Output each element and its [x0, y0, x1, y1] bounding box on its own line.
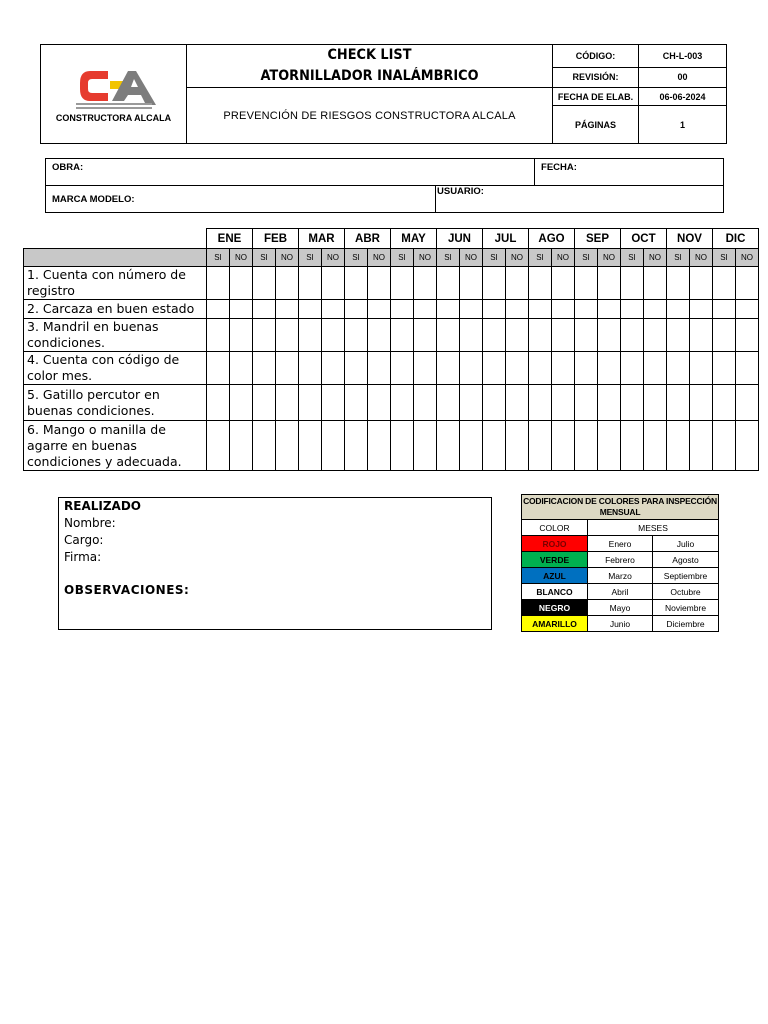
check-cell-si-ago[interactable] [529, 352, 552, 385]
check-cell-no-mar[interactable] [322, 267, 345, 300]
month-header-jun: JUN [437, 229, 483, 249]
legend-row [522, 600, 719, 616]
check-cell-si-abr[interactable] [345, 421, 368, 471]
legend-color-amarillo: AMARILLO [522, 616, 588, 632]
check-cell-si-abr[interactable] [345, 267, 368, 300]
check-cell-no-sep[interactable] [598, 319, 621, 352]
check-cell-no-mar[interactable] [322, 421, 345, 471]
check-cell-no-nov[interactable] [690, 352, 713, 385]
month-header-may: MAY [391, 229, 437, 249]
legend-month: Febrero [588, 552, 653, 568]
check-cell-no-mar[interactable] [322, 352, 345, 385]
legend-color-rojo: ROJO [522, 536, 588, 552]
check-cell-si-dic[interactable] [713, 267, 736, 300]
si-header-jun: SI [437, 249, 460, 267]
doc-title-line1: CHECK LIST [327, 47, 412, 63]
checklist-row [24, 267, 759, 300]
check-cell-si-nov[interactable] [667, 385, 690, 421]
month-header-ene: ENE [207, 229, 253, 249]
check-cell-no-abr[interactable] [368, 352, 391, 385]
checklist-item-label: 2. Carcaza en buen estado [24, 300, 207, 319]
check-cell-no-jun[interactable] [460, 421, 483, 471]
check-cell-si-oct[interactable] [621, 267, 644, 300]
check-cell-si-ene[interactable] [207, 352, 230, 385]
usuario-field[interactable]: USUARIO: [436, 186, 724, 213]
check-cell-si-jul[interactable] [483, 385, 506, 421]
si-header-nov: SI [667, 249, 690, 267]
check-cell-si-oct[interactable] [621, 385, 644, 421]
month-header-abr: ABR [345, 229, 391, 249]
legend-month: Abril [588, 584, 653, 600]
check-cell-si-sep[interactable] [575, 421, 598, 471]
check-cell-no-abr[interactable] [368, 300, 391, 319]
legend-row [522, 616, 719, 632]
check-cell-no-jul[interactable] [506, 319, 529, 352]
check-cell-no-oct[interactable] [644, 300, 667, 319]
no-header-ago: NO [552, 249, 575, 267]
logo-cell [41, 45, 187, 144]
si-header-dic: SI [713, 249, 736, 267]
check-cell-no-sep[interactable] [598, 300, 621, 319]
check-cell-si-ene[interactable] [207, 385, 230, 421]
check-cell-no-nov[interactable] [690, 319, 713, 352]
revision-value: 00 [639, 67, 727, 87]
check-cell-no-oct[interactable] [644, 267, 667, 300]
month-header-ago: AGO [529, 229, 575, 249]
check-cell-si-mar[interactable] [299, 421, 322, 471]
check-cell-no-ene[interactable] [230, 267, 253, 300]
check-cell-si-ago[interactable] [529, 385, 552, 421]
check-cell-si-dic[interactable] [713, 352, 736, 385]
check-cell-si-may[interactable] [391, 267, 414, 300]
legend-row [522, 568, 719, 584]
check-cell-no-feb[interactable] [276, 352, 299, 385]
check-cell-si-may[interactable] [391, 385, 414, 421]
check-cell-no-mar[interactable] [322, 385, 345, 421]
check-cell-si-sep[interactable] [575, 319, 598, 352]
check-cell-si-ene[interactable] [207, 267, 230, 300]
check-cell-no-nov[interactable] [690, 300, 713, 319]
check-cell-no-abr[interactable] [368, 267, 391, 300]
si-header-abr: SI [345, 249, 368, 267]
check-cell-si-feb[interactable] [253, 319, 276, 352]
color-legend [521, 494, 719, 632]
check-cell-si-may[interactable] [391, 300, 414, 319]
check-cell-si-abr[interactable] [345, 319, 368, 352]
check-cell-si-ago[interactable] [529, 319, 552, 352]
si-header-ago: SI [529, 249, 552, 267]
check-cell-no-jul[interactable] [506, 267, 529, 300]
si-header-ene: SI [207, 249, 230, 267]
check-cell-no-may[interactable] [414, 421, 437, 471]
firma-field[interactable]: Firma: [64, 550, 102, 564]
check-cell-si-nov[interactable] [667, 300, 690, 319]
no-header-oct: NO [644, 249, 667, 267]
check-cell-no-may[interactable] [414, 267, 437, 300]
check-cell-si-may[interactable] [391, 421, 414, 471]
legend-month: Enero [588, 536, 653, 552]
legend-title: CODIFICACION DE COLORES PARA INSPECCIÓN MENSUAL [522, 495, 719, 520]
check-cell-no-oct[interactable] [644, 385, 667, 421]
si-header-feb: SI [253, 249, 276, 267]
check-cell-no-may[interactable] [414, 300, 437, 319]
legend-row [522, 584, 719, 600]
check-cell-no-sep[interactable] [598, 421, 621, 471]
check-cell-no-jun[interactable] [460, 267, 483, 300]
check-cell-no-ago[interactable] [552, 352, 575, 385]
check-cell-si-ago[interactable] [529, 421, 552, 471]
no-header-jun: NO [460, 249, 483, 267]
check-cell-si-oct[interactable] [621, 352, 644, 385]
si-header-mar: SI [299, 249, 322, 267]
no-header-jul: NO [506, 249, 529, 267]
check-cell-no-ago[interactable] [552, 385, 575, 421]
check-cell-no-nov[interactable] [690, 421, 713, 471]
check-cell-si-dic[interactable] [713, 421, 736, 471]
check-cell-no-feb[interactable] [276, 267, 299, 300]
legend-month: Mayo [588, 600, 653, 616]
legend-month: Junio [588, 616, 653, 632]
checklist-row [24, 300, 759, 319]
paginas-value: 1 [639, 106, 727, 144]
check-cell-no-jul[interactable] [506, 385, 529, 421]
month-header-feb: FEB [253, 229, 299, 249]
check-cell-no-oct[interactable] [644, 352, 667, 385]
company-name: CONSTRUCTORA ALCALA [55, 113, 172, 123]
check-cell-no-nov[interactable] [690, 385, 713, 421]
obra-field[interactable]: OBRA: [46, 159, 535, 186]
check-cell-si-ago[interactable] [529, 300, 552, 319]
check-cell-si-jul[interactable] [483, 300, 506, 319]
fecha-field[interactable]: FECHA: [535, 159, 724, 186]
checklist-item-label: 3. Mandril en buenas condiciones. [24, 319, 207, 352]
check-cell-si-jul[interactable] [483, 319, 506, 352]
info-fields [45, 158, 724, 213]
check-cell-no-sep[interactable] [598, 267, 621, 300]
legend-row [522, 536, 719, 552]
marca-modelo-field[interactable]: MARCA MODELO: [46, 186, 436, 213]
check-cell-si-jun[interactable] [437, 319, 460, 352]
check-cell-no-nov[interactable] [690, 267, 713, 300]
check-cell-si-feb[interactable] [253, 421, 276, 471]
check-cell-no-oct[interactable] [644, 421, 667, 471]
si-header-sep: SI [575, 249, 598, 267]
check-cell-si-jul[interactable] [483, 421, 506, 471]
check-cell-si-oct[interactable] [621, 421, 644, 471]
check-cell-si-feb[interactable] [253, 385, 276, 421]
realizado-title: REALIZADO [64, 499, 141, 513]
check-cell-si-abr[interactable] [345, 385, 368, 421]
check-cell-si-feb[interactable] [253, 267, 276, 300]
check-cell-no-may[interactable] [414, 385, 437, 421]
check-cell-si-mar[interactable] [299, 267, 322, 300]
observaciones-label: OBSERVACIONES: [64, 583, 190, 597]
month-header-jul: JUL [483, 229, 529, 249]
check-cell-no-dic[interactable] [736, 300, 759, 319]
check-cell-no-ene[interactable] [230, 421, 253, 471]
no-header-dic: NO [736, 249, 759, 267]
company-logo-icon [68, 65, 160, 111]
check-cell-si-jun[interactable] [437, 352, 460, 385]
check-cell-si-feb[interactable] [253, 300, 276, 319]
check-cell-si-jul[interactable] [483, 267, 506, 300]
no-header-sep: NO [598, 249, 621, 267]
check-cell-no-jun[interactable] [460, 352, 483, 385]
check-cell-si-nov[interactable] [667, 319, 690, 352]
check-cell-si-may[interactable] [391, 352, 414, 385]
check-cell-si-ene[interactable] [207, 300, 230, 319]
checklist-row [24, 421, 759, 471]
title-cell [187, 45, 553, 88]
check-cell-no-jun[interactable] [460, 385, 483, 421]
no-header-abr: NO [368, 249, 391, 267]
item-header [24, 249, 207, 267]
check-cell-no-jun[interactable] [460, 300, 483, 319]
check-cell-no-feb[interactable] [276, 319, 299, 352]
check-cell-si-sep[interactable] [575, 352, 598, 385]
legend-color-verde: VERDE [522, 552, 588, 568]
check-cell-no-mar[interactable] [322, 300, 345, 319]
cargo-field[interactable]: Cargo: [64, 533, 104, 547]
legend-month: Agosto [653, 552, 719, 568]
check-cell-no-ene[interactable] [230, 319, 253, 352]
checklist-item-label: 1. Cuenta con número de registro [24, 267, 207, 300]
check-cell-si-feb[interactable] [253, 352, 276, 385]
check-cell-si-ene[interactable] [207, 319, 230, 352]
legend-month: Diciembre [653, 616, 719, 632]
check-cell-si-nov[interactable] [667, 421, 690, 471]
check-cell-no-jun[interactable] [460, 319, 483, 352]
realizado-box [58, 497, 492, 630]
check-cell-si-sep[interactable] [575, 300, 598, 319]
check-cell-no-may[interactable] [414, 352, 437, 385]
check-cell-no-ene[interactable] [230, 385, 253, 421]
nombre-field[interactable]: Nombre: [64, 516, 116, 530]
check-cell-no-jul[interactable] [506, 300, 529, 319]
check-cell-no-dic[interactable] [736, 267, 759, 300]
check-cell-si-jun[interactable] [437, 267, 460, 300]
legend-month: Julio [653, 536, 719, 552]
check-cell-no-ene[interactable] [230, 352, 253, 385]
company-logo [41, 65, 186, 123]
check-cell-no-feb[interactable] [276, 385, 299, 421]
check-cell-no-ago[interactable] [552, 319, 575, 352]
legend-month: Septiembre [653, 568, 719, 584]
check-cell-si-nov[interactable] [667, 267, 690, 300]
checklist-table [23, 228, 759, 471]
check-cell-si-abr[interactable] [345, 352, 368, 385]
check-cell-si-jun[interactable] [437, 300, 460, 319]
check-cell-si-oct[interactable] [621, 300, 644, 319]
legend-color-blanco: BLANCO [522, 584, 588, 600]
check-cell-no-dic[interactable] [736, 421, 759, 471]
check-cell-no-may[interactable] [414, 319, 437, 352]
check-cell-no-ago[interactable] [552, 300, 575, 319]
legend-month: Noviembre [653, 600, 719, 616]
check-cell-no-ene[interactable] [230, 300, 253, 319]
check-cell-si-mar[interactable] [299, 300, 322, 319]
month-header-nov: NOV [667, 229, 713, 249]
fecha-elab-label: FECHA DE ELAB. [553, 88, 639, 106]
check-cell-si-dic[interactable] [713, 300, 736, 319]
codigo-label: CÓDIGO: [553, 45, 639, 68]
month-header-mar: MAR [299, 229, 345, 249]
no-header-nov: NO [690, 249, 713, 267]
check-cell-no-abr[interactable] [368, 421, 391, 471]
check-cell-no-mar[interactable] [322, 319, 345, 352]
no-header-feb: NO [276, 249, 299, 267]
check-cell-si-mar[interactable] [299, 319, 322, 352]
check-cell-si-sep[interactable] [575, 267, 598, 300]
checklist-row [24, 385, 759, 421]
legend-month: Octubre [653, 584, 719, 600]
checklist-row [24, 319, 759, 352]
legend-row [522, 552, 719, 568]
checklist-item-label: 5. Gatillo percutor en buenas condiciones. [24, 385, 207, 421]
check-cell-si-mar[interactable] [299, 352, 322, 385]
check-cell-no-dic[interactable] [736, 385, 759, 421]
check-cell-si-ago[interactable] [529, 267, 552, 300]
check-cell-si-oct[interactable] [621, 319, 644, 352]
si-header-jul: SI [483, 249, 506, 267]
check-cell-no-sep[interactable] [598, 385, 621, 421]
check-cell-no-jul[interactable] [506, 421, 529, 471]
legend-meses-header: MESES [588, 520, 719, 536]
grid-corner [24, 229, 207, 249]
si-header-may: SI [391, 249, 414, 267]
checklist-item-label: 4. Cuenta con código de color mes. [24, 352, 207, 385]
checklist-item-label: 6. Mango o manilla de agarre en buenas condiciones y adecuada. [24, 421, 207, 471]
doc-subtitle: PREVENCIÓN DE RIESGOS CONSTRUCTORA ALCALA [187, 88, 553, 144]
check-cell-si-nov[interactable] [667, 352, 690, 385]
check-cell-si-jun[interactable] [437, 421, 460, 471]
doc-title-line2: ATORNILLADOR INALÁMBRICO [260, 68, 479, 84]
check-cell-si-may[interactable] [391, 319, 414, 352]
month-header-oct: OCT [621, 229, 667, 249]
paginas-label: PÁGINAS [553, 106, 639, 144]
check-cell-no-ago[interactable] [552, 267, 575, 300]
legend-color-negro: NEGRO [522, 600, 588, 616]
no-header-may: NO [414, 249, 437, 267]
check-cell-si-sep[interactable] [575, 385, 598, 421]
month-header-dic: DIC [713, 229, 759, 249]
no-header-ene: NO [230, 249, 253, 267]
check-cell-si-jun[interactable] [437, 385, 460, 421]
check-cell-no-feb[interactable] [276, 421, 299, 471]
document-header [40, 44, 727, 144]
check-cell-no-sep[interactable] [598, 352, 621, 385]
check-cell-si-jul[interactable] [483, 352, 506, 385]
check-cell-si-mar[interactable] [299, 385, 322, 421]
checklist-row [24, 352, 759, 385]
check-cell-no-dic[interactable] [736, 352, 759, 385]
legend-month: Marzo [588, 568, 653, 584]
check-cell-si-abr[interactable] [345, 300, 368, 319]
si-header-oct: SI [621, 249, 644, 267]
check-cell-no-ago[interactable] [552, 421, 575, 471]
codigo-value: CH-L-003 [639, 45, 727, 68]
check-cell-no-dic[interactable] [736, 319, 759, 352]
month-header-sep: SEP [575, 229, 621, 249]
check-cell-no-abr[interactable] [368, 319, 391, 352]
check-cell-no-jul[interactable] [506, 352, 529, 385]
legend-color-azul: AZUL [522, 568, 588, 584]
check-cell-no-oct[interactable] [644, 319, 667, 352]
fecha-elab-value: 06-06-2024 [639, 88, 727, 106]
check-cell-no-abr[interactable] [368, 385, 391, 421]
no-header-mar: NO [322, 249, 345, 267]
check-cell-si-dic[interactable] [713, 319, 736, 352]
revision-label: REVISIÓN: [553, 67, 639, 87]
legend-color-header: COLOR [522, 520, 588, 536]
check-cell-no-feb[interactable] [276, 300, 299, 319]
check-cell-si-dic[interactable] [713, 385, 736, 421]
check-cell-si-ene[interactable] [207, 421, 230, 471]
